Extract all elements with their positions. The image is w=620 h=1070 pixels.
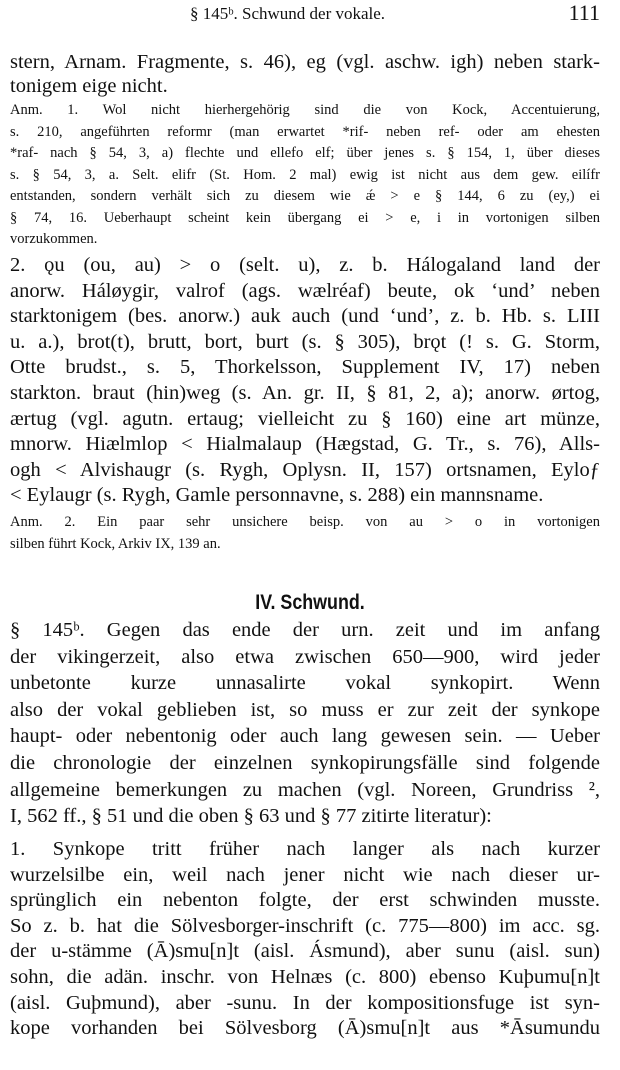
text-line: tonigem eige nicht.	[10, 75, 168, 97]
text-line: § 74, 16. Ueberhaupt scheint kein übergang ei > e, i in vortonigen silben	[10, 209, 600, 226]
text-line: u. a.), brot(t), brutt, bort, burt (s. § 305), brǫt (! s. G. Storm,	[10, 330, 600, 353]
text-line: s. § 54, 3, a. Selt. elifr (St. Hom. 2 mal) ewig ist nicht aus dem gew. eilífr	[10, 166, 600, 183]
text-line: So z. b. hat die Sölvesborger-inschrift (c. 775—800) im acc. sg.	[10, 914, 600, 937]
text-line: also der vokal geblieben ist, so muss er zur zeit der synkope	[10, 698, 600, 721]
paragraph-1	[10, 837, 600, 1042]
paragraph-2	[10, 253, 600, 509]
running-title: § 145ᵇ. Schwund der vokale.	[190, 4, 386, 23]
text-line: anorw. Háløygir, valrof (ags. wælréaf) beute, ok ‘und’ neben	[10, 279, 600, 302]
text-line: (aisl. Guþmund), aber -sunu. In der kompositionsfuge ist syn-	[10, 991, 600, 1014]
paragraph-145b	[10, 617, 600, 830]
page-number: 111	[568, 0, 600, 25]
text-line: *raf- nach § 54, 3, a) flechte und ellefo elf; über jenes s. § 154, 1, über dieses	[10, 145, 600, 161]
text-line: allgemeine bemerkungen zu machen (vgl. Noreen, Grundriss ²,	[10, 778, 600, 801]
text-line: sohn, die adän. inschr. von Helnæs (c. 800) ebenso Kuþumu[n]t	[10, 965, 600, 988]
text-line: ogh < Alvishaugr (s. Rygh, Oplysn. II, 157) ortsnamen, Eyloƒ	[10, 458, 600, 481]
text-line: der vikingerzeit, also etwa zwischen 650—900, wird jeder	[10, 645, 600, 668]
text-line: Otte brudst., s. 5, Thorkelsson, Supplement IV, 17) neben	[10, 356, 600, 379]
text-line: Anm. 2. Ein paar sehr unsichere beisp. von au > o in vortonigen	[10, 514, 600, 530]
text-line: mnorw. Hiælmlop < Hialmalaup (Hægstad, G. Tr., s. 76), Alls-	[10, 433, 600, 456]
text-line: kope vorhanden bei Sölvesborg (Ā)smu[n]t aus *Āsumundu	[10, 1017, 600, 1040]
text-line: I, 562 ff., § 51 und die oben § 63 und § 77 zitirte literatur):	[10, 805, 492, 828]
text-line: Anm. 1. Wol nicht hierhergehörig sind die von Kock, Accentuierung,	[10, 102, 600, 118]
paragraph-continued	[10, 50, 600, 98]
text-line: s. 210, angeführten reformr (man erwartet *rif- neben ref- oder am ehesten	[10, 123, 600, 140]
section-heading: IV. Schwund.	[255, 591, 365, 614]
text-line: silben führt Kock, Arkiv IX, 139 an.	[10, 535, 221, 552]
note-anm-2	[10, 512, 600, 555]
note-anm-1	[10, 100, 600, 251]
text-line: ærtug (vgl. agutn. ertaug; vielleicht zu § 160) eine art münze,	[10, 407, 600, 430]
text-line: vorzukommen.	[10, 231, 98, 247]
text-line: § 145ᵇ. Gegen das ende der urn. zeit und im anfang	[10, 619, 600, 641]
text-line: stern, Arnam. Fragmente, s. 46), eg (vgl. aschw. igh) neben stark-	[10, 51, 600, 73]
text-line: haupt- oder nebentonig oder auch lang gewesen sein. — Ueber	[10, 725, 600, 748]
text-line: starktonigem (bes. anorw.) auk auch (und ‘und’, z. b. Hb. s. LIII	[10, 305, 600, 328]
text-line: < Eylaugr (s. Rygh, Gamle personnavne, s. 288) ein mannsname.	[10, 484, 544, 507]
text-line: starkton. braut (hin)weg (s. An. gr. II, § 81, 2, a); anorw. ørtog,	[10, 381, 600, 404]
page-header	[0, 0, 620, 28]
text-line: die chronologie der einzelnen synkopirungsfälle sind folgende	[10, 751, 600, 774]
text-line: 1. Synkope tritt früher nach langer als nach kurzer	[10, 838, 600, 860]
text-line: wurzelsilbe ein, weil nach jener nicht wie nach dieser ur-	[10, 863, 600, 886]
text-line: der u-stämme (Ā)smu[n]t (aisl. Ásmund), aber sunu (aisl. sun)	[10, 940, 600, 963]
text-line: 2. ǫu (ou, au) > o (selt. u), z. b. Hálogaland land der	[10, 254, 600, 276]
text-line: entstanden, sondern verhält sich zu diesem wie ǽ > e § 144, 6 zu (ey,) ei	[10, 188, 600, 204]
text-line: sprünglich ein nebenton folgte, der erst schwinden musste.	[10, 889, 600, 912]
text-line: unbetonte kurze unnasalirte vokal synkopirt. Wenn	[10, 672, 600, 695]
